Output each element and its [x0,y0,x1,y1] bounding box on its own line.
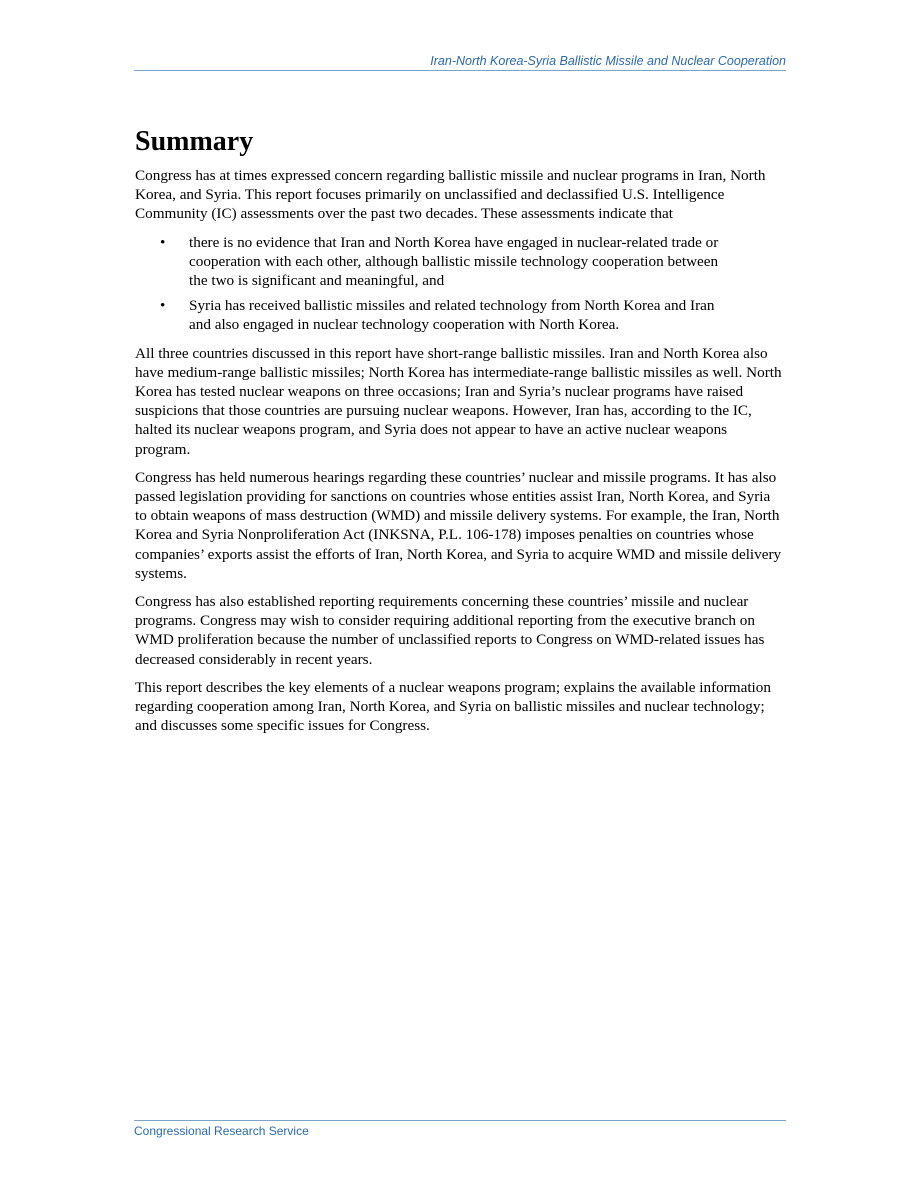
bullet-text: there is no evidence that Iran and North Korea have engaged in nuclear-related trade or cooperation with each other, although ballistic missile technology cooperation between the two is significant and meaningful, and [189,233,719,290]
page-footer [134,1120,786,1139]
bullet-icon: • [160,233,166,251]
intro-paragraph: Congress has at times expressed concern regarding ballistic missile and nuclear programs in Iran, North Korea, and Syria. This report focuses primarily on unclassified and declassified U.S. Intelligence Community (IC) assessments over the past two decades. These assessments indicate that [135,167,766,223]
section-heading: Summary [135,126,254,157]
body-paragraph: All three countries discussed in this report have short-range ballistic missiles. Iran and North Korea also have medium-range ballistic missiles; North Korea has intermediate-range ballistic missiles as well. North Korea has tested nuclear weapons on three occasions; Iran and Syria’s nuclear programs have raised suspicions that those countries are pursuing nuclear weapons. However, Iran has, according to the IC, halted its nuclear weapons program, and Syria does not appear to have an active nuclear weapons program. [135,344,782,458]
bullet-item [135,233,729,291]
bullet-text: Syria has received ballistic missiles and related technology from North Korea and Iran and also engaged in nuclear technology cooperation with North Korea. [189,297,715,334]
bullet-icon: • [160,297,166,315]
assessment-bullet-list [135,233,783,335]
body-paragraph: This report describes the key elements of a nuclear weapons program; explains the available information regarding cooperation among Iran, North Korea, and Syria on ballistic missiles and nuclear technology; and discusses some specific issues for Congress. [135,678,771,735]
bullet-item [135,296,729,334]
body-paragraph: Congress has also established reporting requirements concerning these countries’ missile and nuclear programs. Congress may wish to consider requiring additional reporting from the executive branch on WMD proliferation because the number of unclassified reports to Congress on WMD-related issues has decreased considerably in recent years. [135,593,765,668]
running-header: Iran-North Korea-Syria Ballistic Missile and Nuclear Cooperation [134,54,786,71]
footer-organization: Congressional Research Service [134,1124,309,1138]
summary-section [135,124,783,744]
body-paragraph: Congress has held numerous hearings regarding these countries’ nuclear and missile programs. It has also passed legislation providing for sanctions on countries whose entities assist Iran, North Korea, and Syria to obtain weapons of mass destruction (WMD) and missile delivery systems. For example, the Iran, North Korea and Syria Nonproliferation Act (INKSNA, P.L. 106-178) imposes penalties on countries whose companies’ exports assist the efforts of Iran, North Korea, and Syria to acquire WMD and missile delivery systems. [135,468,782,582]
